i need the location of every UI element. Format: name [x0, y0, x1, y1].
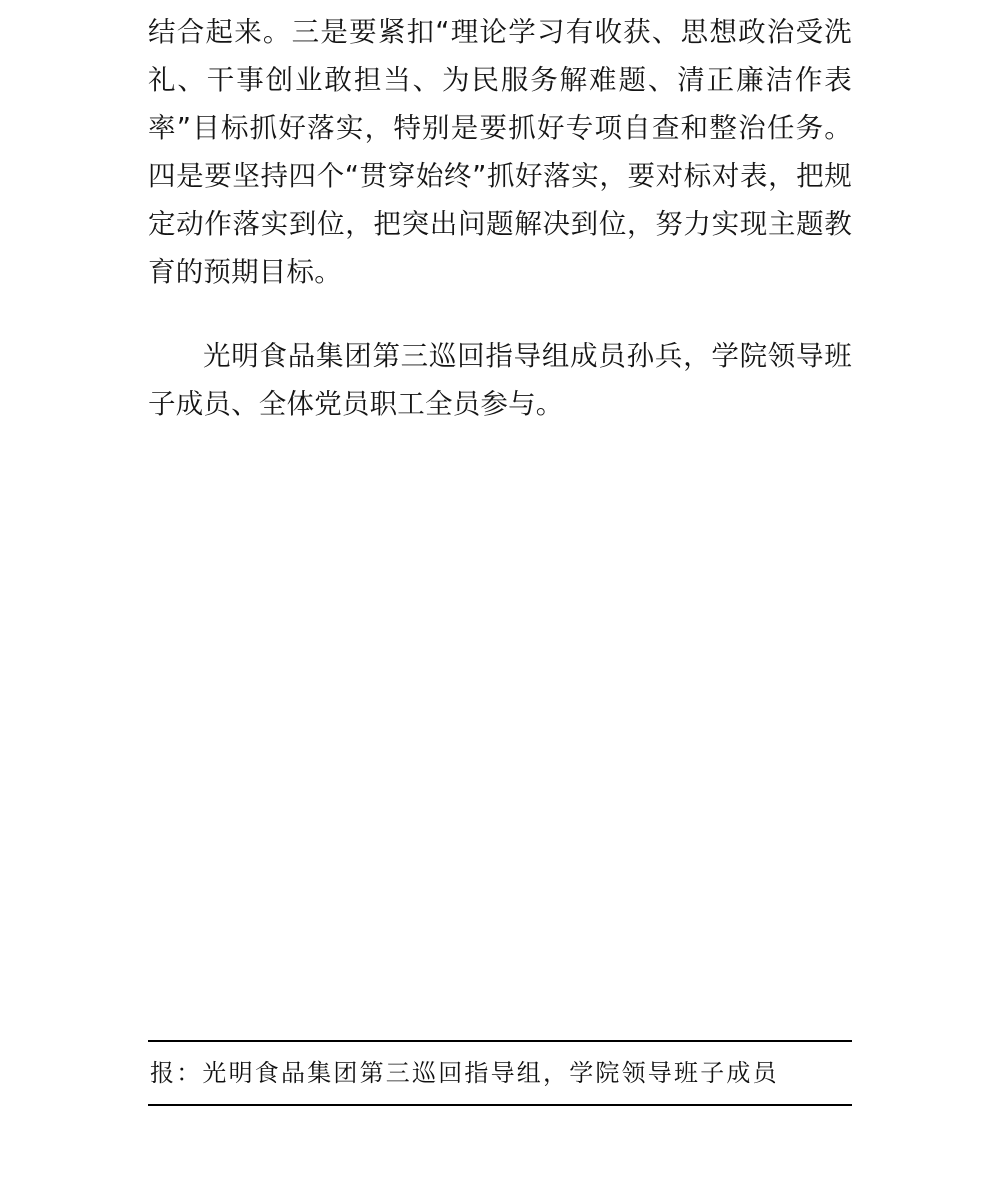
footer-rule-bottom — [148, 1104, 852, 1106]
paragraph-1: 结合起来。三是要紧扣“理论学习有收获、思想政治受洗礼、干事创业敢担当、为民服务解难题、清正廉洁作表率”目标抓好落实，特别是要抓好专项自查和整治任务。四是要坚持四个“贯穿始终”抓好落实，要对标对表，把规定动作落实到位，把突出问题解决到位，努力实现主题教育的预期目标。 — [148, 16, 852, 288]
footer-distribution-line: 报：光明食品集团第三巡回指导组，学院领导班子成员 — [150, 1059, 779, 1087]
document-footer — [148, 1040, 852, 1106]
document-body — [148, 8, 852, 428]
paragraph-2: 光明食品集团第三巡回指导组成员孙兵，学院领导班子成员、全体党员职工全员参与。 — [148, 340, 852, 420]
